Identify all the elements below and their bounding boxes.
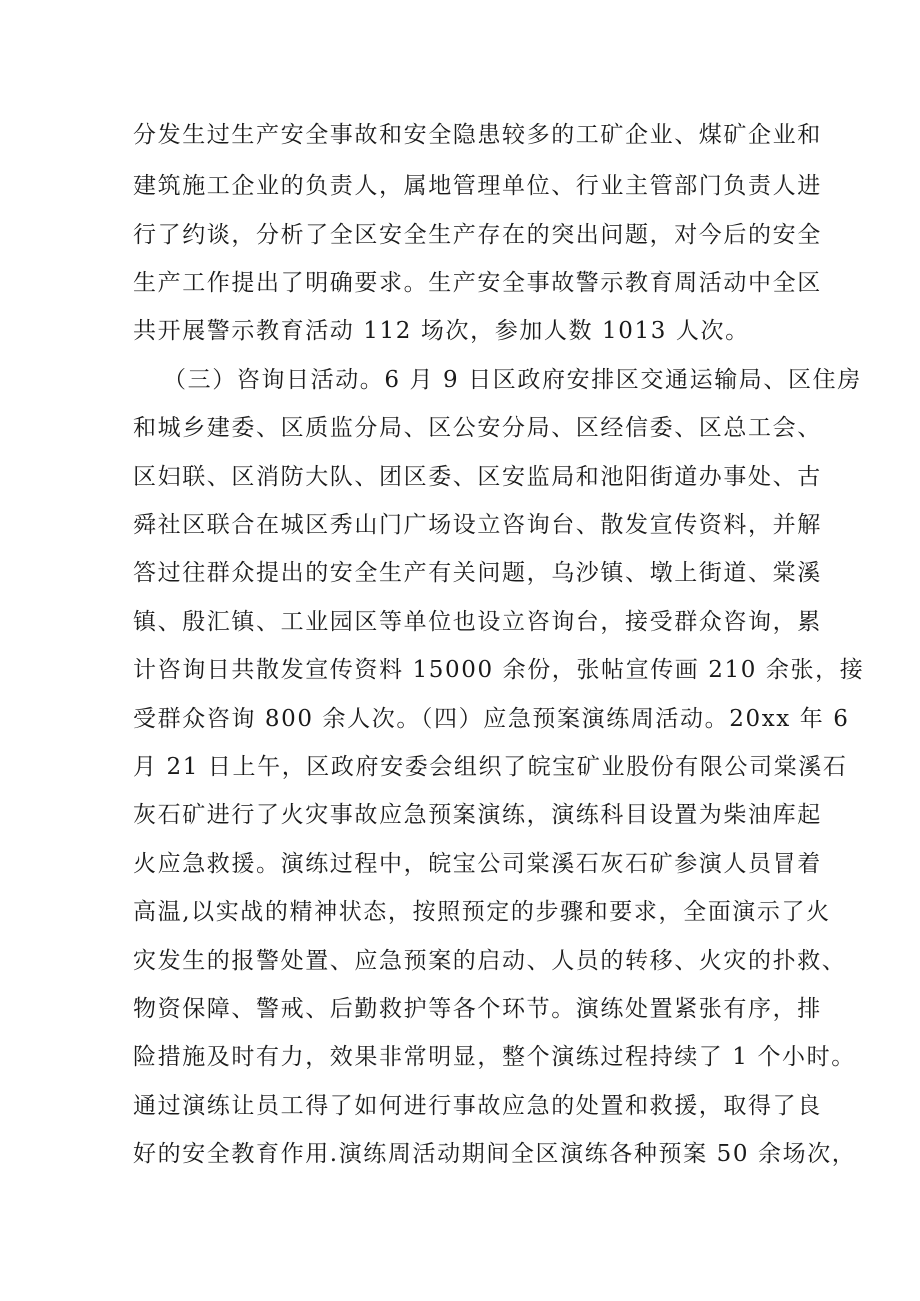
- text-line: 通过演练让员工得了如何进行事故应急的处置和救援，取得了良: [133, 1093, 822, 1119]
- text-line: 区妇联、区消防大队、团区委、区安监局和池阳街道办事处、古: [133, 464, 822, 490]
- text-line: 高温,以实战的精神状态，按照预定的步骤和要求，全面演示了火: [133, 899, 831, 925]
- text-line: 灾发生的报警处置、应急预案的启动、人员的转移、火灾的扑救、: [133, 948, 847, 974]
- paragraph-start-line: （三）咨询日活动。6 月 9 日区政府安排区交通运输局、区住房: [163, 367, 862, 393]
- text-line: 灰石矿进行了火灾事故应急预案演练，演练科目设置为柴油库起: [133, 802, 822, 828]
- text-line: 答过往群众提出的安全生产有关问题，乌沙镇、墩上街道、棠溪: [133, 560, 822, 586]
- text-line: 火应急救援。演练过程中，皖宝公司棠溪石灰石矿参演人员冒着: [133, 851, 822, 877]
- text-line: 受群众咨询 800 余人次。（四）应急预案演练周活动。20xx 年 6: [133, 706, 850, 732]
- text-line: 行了约谈，分析了全区安全生产存在的突出问题，对今后的安全: [133, 222, 822, 248]
- text-line: 共开展警示教育活动 112 场次，参加人数 1013 人次。: [133, 318, 750, 344]
- text-line: 镇、殷汇镇、工业园区等单位也设立咨询台，接受群众咨询，累: [133, 609, 822, 635]
- text-line: 和城乡建委、区质监分局、区公安分局、区经信委、区总工会、: [133, 415, 822, 441]
- text-line: 好的安全教育作用.演练周活动期间全区演练各种预案 50 余场次，: [133, 1141, 857, 1167]
- text-line: 分发生过生产安全事故和安全隐患较多的工矿企业、煤矿企业和: [133, 122, 822, 148]
- text-line: 生产工作提出了明确要求。生产安全事故警示教育周活动中全区: [133, 270, 822, 296]
- text-line: 建筑施工企业的负责人，属地管理单位、行业主管部门负责人进: [133, 173, 822, 199]
- text-line: 计咨询日共散发宣传资料 15000 余份，张帖宣传画 210 余张，接: [133, 657, 865, 683]
- text-line: 物资保障、警戒、后勤救护等各个环节。演练处置紧张有序，排: [133, 996, 822, 1022]
- text-line: 险措施及时有力，效果非常明显，整个演练过程持续了 1 个小时。: [133, 1044, 856, 1070]
- text-line: 舜社区联合在城区秀山门广场设立咨询台、散发宣传资料，并解: [133, 512, 822, 538]
- text-line: 月 21 日上午，区政府安委会组织了皖宝矿业股份有限公司棠溪石: [133, 754, 848, 780]
